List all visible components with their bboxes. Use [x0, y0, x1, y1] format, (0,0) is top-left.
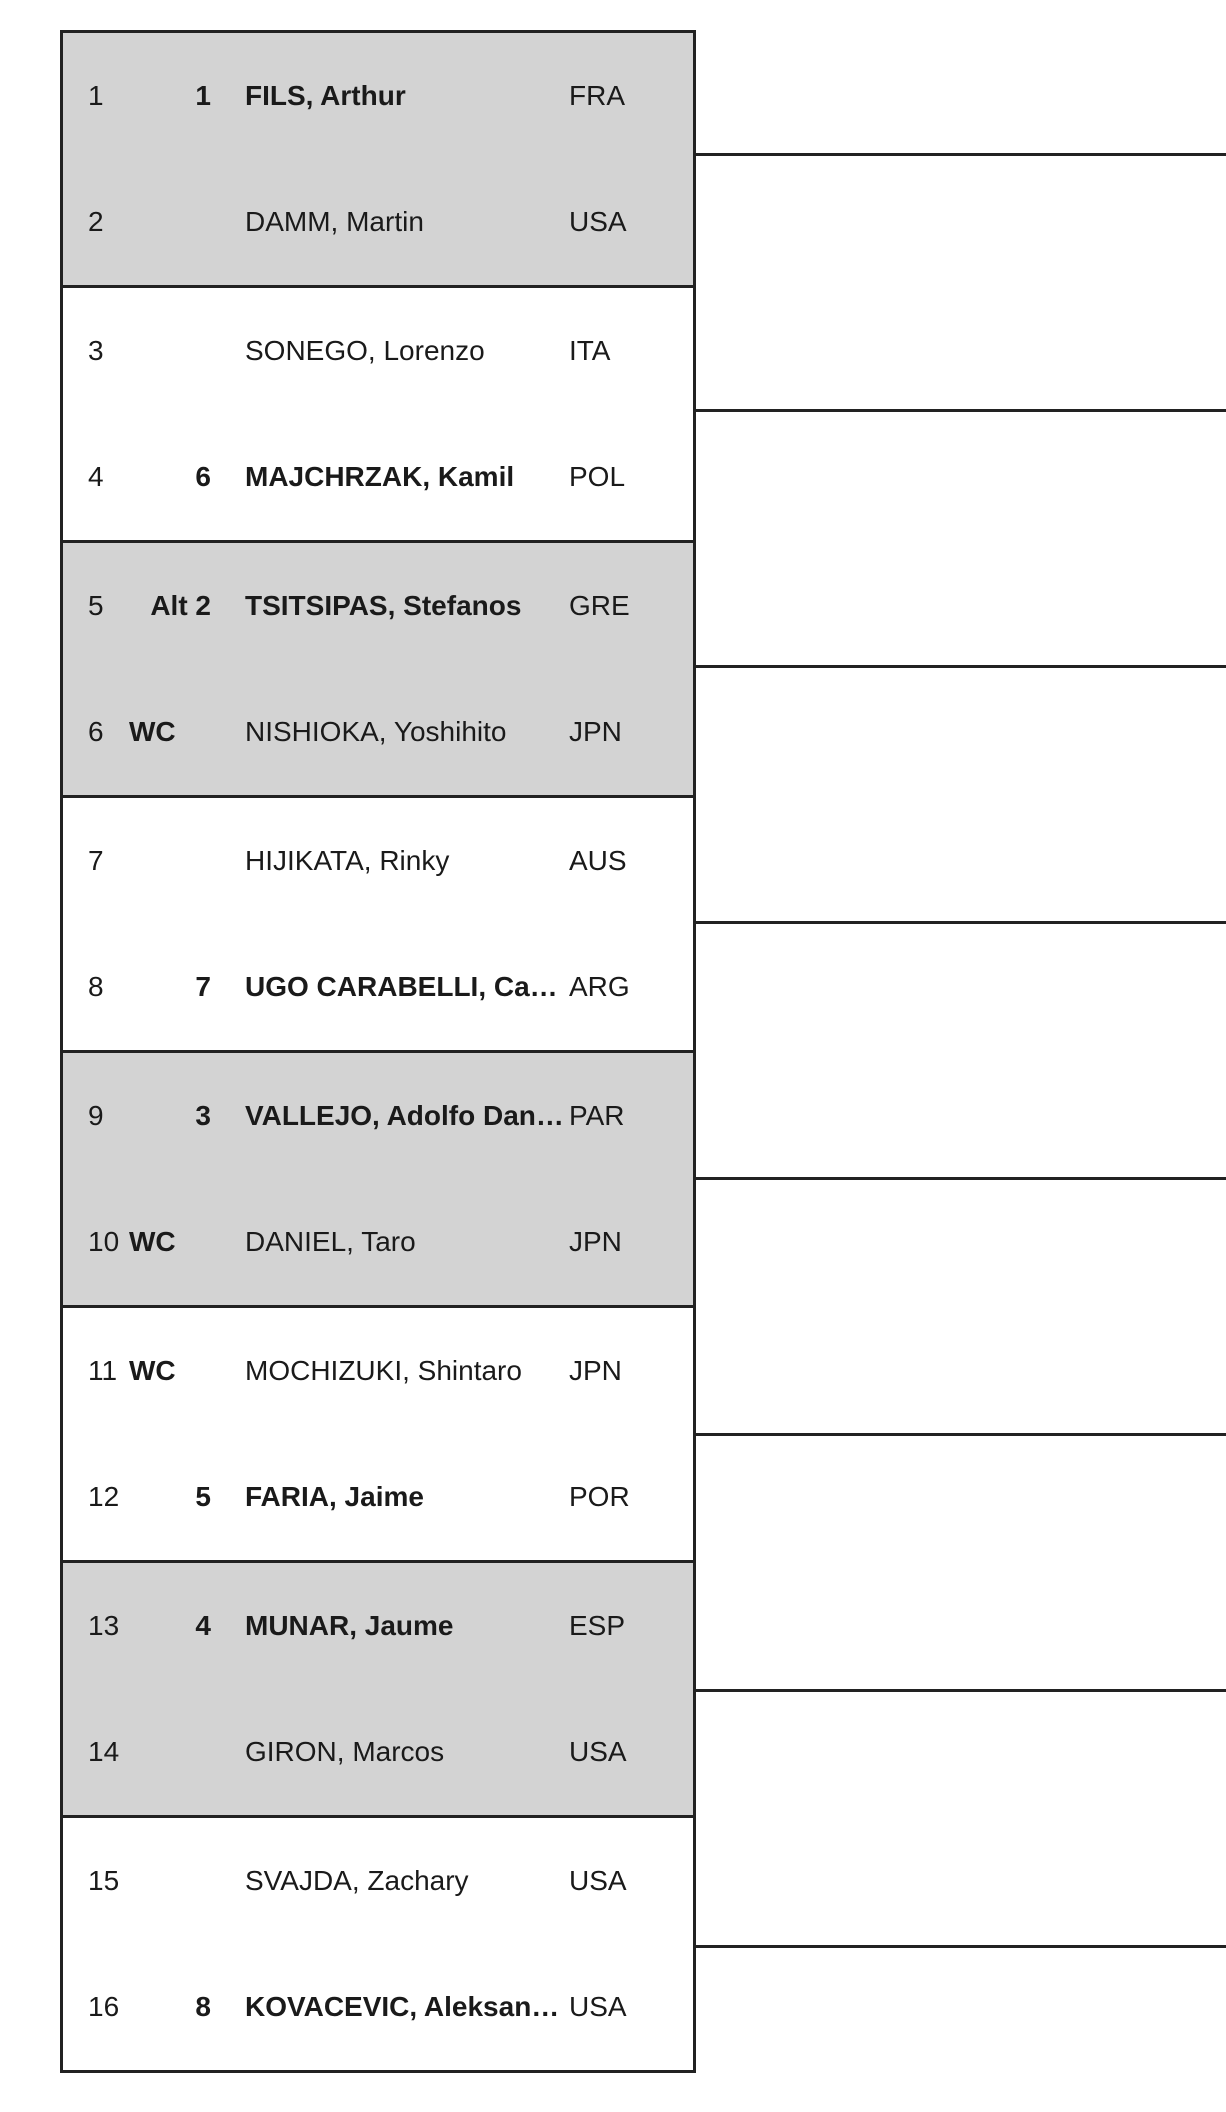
- match-block: [63, 1308, 693, 1563]
- player-row[interactable]: [63, 159, 693, 285]
- nationality-code: JPN: [569, 716, 622, 747]
- player-name[interactable]: KOVACEVIC, Aleksan…: [245, 1991, 560, 2022]
- player-row[interactable]: [63, 924, 693, 1050]
- bracket-line: [693, 153, 1226, 156]
- draw-position: 2: [88, 206, 104, 237]
- player-row[interactable]: [63, 543, 693, 669]
- player-row[interactable]: [63, 1434, 693, 1560]
- nationality-code: USA: [569, 206, 627, 237]
- match-block: [63, 798, 693, 1053]
- draw-bracket: [60, 30, 696, 2073]
- entry-label: WC: [129, 716, 176, 747]
- draw-position: 4: [88, 461, 104, 492]
- bracket-line: [693, 921, 1226, 924]
- bracket-line: [693, 1945, 1226, 1948]
- player-name[interactable]: SONEGO, Lorenzo: [245, 335, 485, 366]
- nationality-code: AUS: [569, 845, 627, 876]
- player-name[interactable]: DANIEL, Taro: [245, 1226, 416, 1257]
- draw-position: 1: [88, 80, 104, 111]
- match-block: [63, 1818, 693, 2073]
- match-block: [63, 543, 693, 798]
- seed-label: 8: [195, 1991, 211, 2022]
- seed-label: 6: [195, 461, 211, 492]
- player-row[interactable]: [63, 1179, 693, 1305]
- draw-position: 6: [88, 716, 104, 747]
- nationality-code: USA: [569, 1736, 627, 1767]
- bracket-line: [693, 1433, 1226, 1436]
- nationality-code: JPN: [569, 1355, 622, 1386]
- player-name[interactable]: VALLEJO, Adolfo Dan…: [245, 1100, 564, 1131]
- player-row[interactable]: [63, 1818, 693, 1944]
- seed-label: 4: [195, 1610, 211, 1641]
- bracket-line: [693, 409, 1226, 412]
- entry-label: WC: [129, 1355, 176, 1386]
- bracket-line: [693, 1689, 1226, 1692]
- draw-position: 7: [88, 845, 104, 876]
- player-name[interactable]: FARIA, Jaime: [245, 1481, 424, 1512]
- player-row[interactable]: [63, 33, 693, 159]
- match-block: [63, 288, 693, 543]
- draw-position: 3: [88, 335, 104, 366]
- bracket-line: [693, 665, 1226, 668]
- draw-position: 12: [88, 1481, 120, 1512]
- draw-position: 10: [88, 1226, 120, 1257]
- draw-position: 9: [88, 1100, 104, 1131]
- seed-label: Alt 2: [150, 590, 211, 621]
- match-block: [63, 33, 693, 288]
- player-name[interactable]: UGO CARABELLI, Ca…: [245, 971, 558, 1002]
- player-row[interactable]: [63, 798, 693, 924]
- player-row[interactable]: [63, 1689, 693, 1815]
- seed-label: 5: [195, 1481, 211, 1512]
- match-block: [63, 1053, 693, 1308]
- draw-position: 15: [88, 1865, 120, 1896]
- seed-label: 3: [195, 1100, 211, 1131]
- player-row[interactable]: [63, 669, 693, 795]
- player-row[interactable]: [63, 414, 693, 540]
- nationality-code: ARG: [569, 971, 630, 1002]
- draw-position: 13: [88, 1610, 120, 1641]
- player-name[interactable]: HIJIKATA, Rinky: [245, 845, 450, 876]
- nationality-code: PAR: [569, 1100, 625, 1131]
- nationality-code: USA: [569, 1991, 627, 2022]
- nationality-code: POR: [569, 1481, 630, 1512]
- player-name[interactable]: DAMM, Martin: [245, 206, 424, 237]
- player-row[interactable]: [63, 1563, 693, 1689]
- player-name[interactable]: MOCHIZUKI, Shintaro: [245, 1355, 522, 1386]
- nationality-code: POL: [569, 461, 626, 492]
- match-block: [63, 1563, 693, 1818]
- player-name[interactable]: MAJCHRZAK, Kamil: [245, 461, 515, 492]
- player-name[interactable]: FILS, Arthur: [245, 80, 406, 111]
- seed-label: 1: [195, 80, 211, 111]
- draw-position: 11: [88, 1355, 118, 1386]
- bracket-line: [693, 1177, 1226, 1180]
- seed-label: 7: [195, 971, 211, 1002]
- player-name[interactable]: TSITSIPAS, Stefanos: [245, 590, 522, 621]
- draw-position: 14: [88, 1736, 120, 1767]
- player-row[interactable]: [63, 1944, 693, 2070]
- nationality-code: USA: [569, 1865, 627, 1896]
- player-name[interactable]: GIRON, Marcos: [245, 1736, 445, 1767]
- nationality-code: JPN: [569, 1226, 622, 1257]
- nationality-code: ITA: [569, 335, 611, 366]
- player-row[interactable]: [63, 288, 693, 414]
- player-name[interactable]: SVAJDA, Zachary: [245, 1865, 469, 1896]
- nationality-code: FRA: [569, 80, 625, 111]
- player-row[interactable]: [63, 1053, 693, 1179]
- entry-label: WC: [129, 1226, 176, 1257]
- draw-position: 5: [88, 590, 104, 621]
- draw-position: 8: [88, 971, 104, 1002]
- nationality-code: ESP: [569, 1610, 626, 1641]
- nationality-code: GRE: [569, 590, 630, 621]
- player-name[interactable]: NISHIOKA, Yoshihito: [245, 716, 507, 747]
- player-name[interactable]: MUNAR, Jaume: [245, 1610, 454, 1641]
- player-row[interactable]: [63, 1308, 693, 1434]
- draw-position: 16: [88, 1991, 120, 2022]
